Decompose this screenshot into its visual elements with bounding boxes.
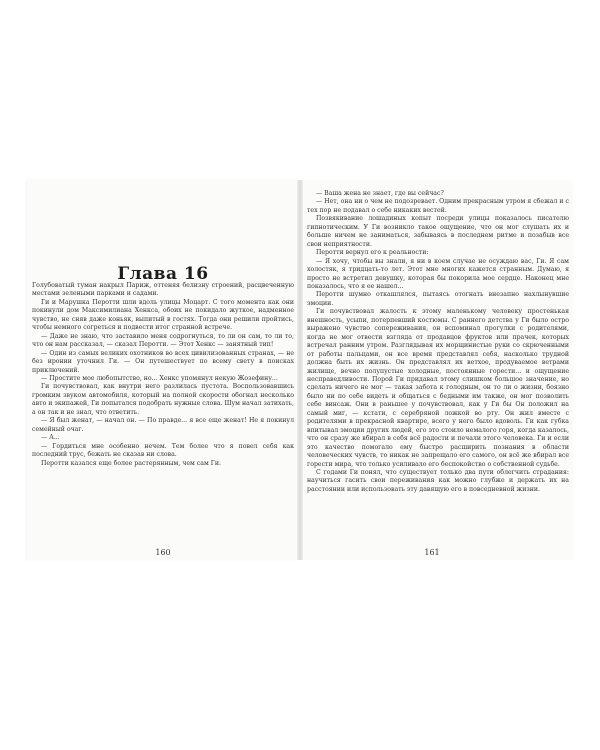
paragraph: С годами Ги понял, что существует только два пути облегчить страдания: научиться гасить свои переживания как можно глубже и держать их на расстоянии или использовать эту давящую его в повседневной жизни.: [307, 468, 569, 493]
paragraph: Ги почувствовал, как внутри него разлилась пустота. Воспользовавшись громким звуком автомобиля, который на полной скорости обогнал несколько авто и экипажей, Ги попытался подобрать нужные слова. Шум начал затихать, а он так и не знал, что ответить.: [32, 383, 294, 416]
paragraph: — Один из самых великих охотников во всех цивилизованных странах, — не без иронии уточнил Ги. — Он путешествует по всему свету в поисках приключений.: [32, 349, 294, 374]
paragraph: — Я хочу, чтобы вы знали, я ни в коем случае не осуждаю вас, Ги. Я сам холостяк, я тридцать-то лет. Этот мне многих кажется странным. Думаю, я просто не встретил девушку, которая бы покорила мое сердце. Наконец мне показалось, что я ее нашел...: [307, 257, 569, 290]
paragraph: — Простите мое любопытство, но... Хенкс упомянул некую Жозефину...: [41, 374, 278, 382]
chapter-title: Глава 16: [117, 264, 209, 284]
page-number-right: 161: [424, 548, 440, 557]
paragraph: — Гордиться мне особенно нечем. Тем более что я повел себя как последний трус, бежать не сказав ни слова.: [32, 442, 294, 459]
paragraph: Перотти вернул его к реальности:: [316, 249, 429, 257]
paragraph: Ги почувствовал жалость к этому маленькому человеку простенькая внешность, усыпи, потерпевший костюмы. С раннего детства у Ги было остро выражено чувство сопереживания, он вспоминал прогулки с родителями, когда не мог отвести взгляда от продавцов фруктов или прачек, которых встречал ранним утром. Разглядывая их морщинистые руки со скрюченными от работы пальцами, он все время представлял себя, насколько трудной должна быть их жизнь. Он представлял их ветхое, продуваемое ветрами жилище, вечно полупустые холодные, постоянные горести... и ощущение несправедливости. Порой Ги придавал этому слишком большое значение, но сделать ничего не мог — такая забота к голодным, он то ли о жизни, боязно было ни по себе видеть и общаться с бедными им также, он мог позволить себе винсаж. Они в раньшее у почувствовал, как у Ги бы Он положил на самый миг, — кстати, с серебряной ложкой во рту. Он жил вместе с родителями в прекрасной квартире, всего у него было вдоволь. Ги как губка впитывал эмоции других людей, его это стоило немалого горя, когда казалось, что он сразу же вбирал в себя всё радости и печали этого человека. Ги и если это качество помогало ему быстро расширить познания в области человеческих чувств, то никак не запрещало его самого, он всё же вбирал все горести мира, что только усиливало его беспокойство о собственной судьбе.: [307, 308, 569, 468]
paragraph: — Даже не знаю, что заставило меня содрогнуться, то ли он сам, то ли то, что он нам рассказал, — сказал Перотти. — Этот Хенкс — занятный тип!: [32, 332, 294, 349]
book-gutter: [297, 180, 303, 560]
paragraph: — Ваша жена не знает, где вы сейчас?: [316, 190, 444, 197]
paragraph: — А...: [41, 434, 60, 442]
paragraph: Перотти казался еще более растерянным, чем сам Ги.: [41, 459, 221, 467]
paragraph: — Я был женат, — начал он. — По правде... я все еще женат! Не я покинул семейный очаг.: [32, 417, 294, 433]
paragraph: Голубоватый туман накрыл Париж, оттеняя белизну строений, расцвеченную местами зелеными парками и садами.: [32, 282, 294, 298]
right-page-text: [307, 190, 569, 494]
page-number-left: 160: [155, 548, 171, 557]
paragraph: Ги и Марушка Перотти шли вдоль улицы Моцарт. С того момента как они покинули дом Максимилиана Хенкса, обоих не покидало жуткое, надменное чувство, не сняв даже коньяк, выпитый в гостях. Тогда они решили пройтись, чтобы немного согреться и подвести итог странной встрече.: [32, 298, 294, 332]
left-page-text: [32, 282, 294, 468]
paragraph: — Нет, она ни о чем не подозревает. Одним прекрасным утром я сбежал и с тех пор не подавал о себе никаких вестей.: [307, 198, 569, 214]
paragraph: Позвякивание лошадиных копыт посреди улицы показалось писателю гипнотическим. У Ги возникло такое ощущение, что он мог слушать их и больше ничем не заниматься, забываясь в последнем ритме и позабыв все свои неприятности.: [307, 215, 569, 248]
paragraph: Перотти шумно откашлялся, пытаясь отогнать внезапно нахлынувшие эмоции.: [307, 291, 569, 307]
